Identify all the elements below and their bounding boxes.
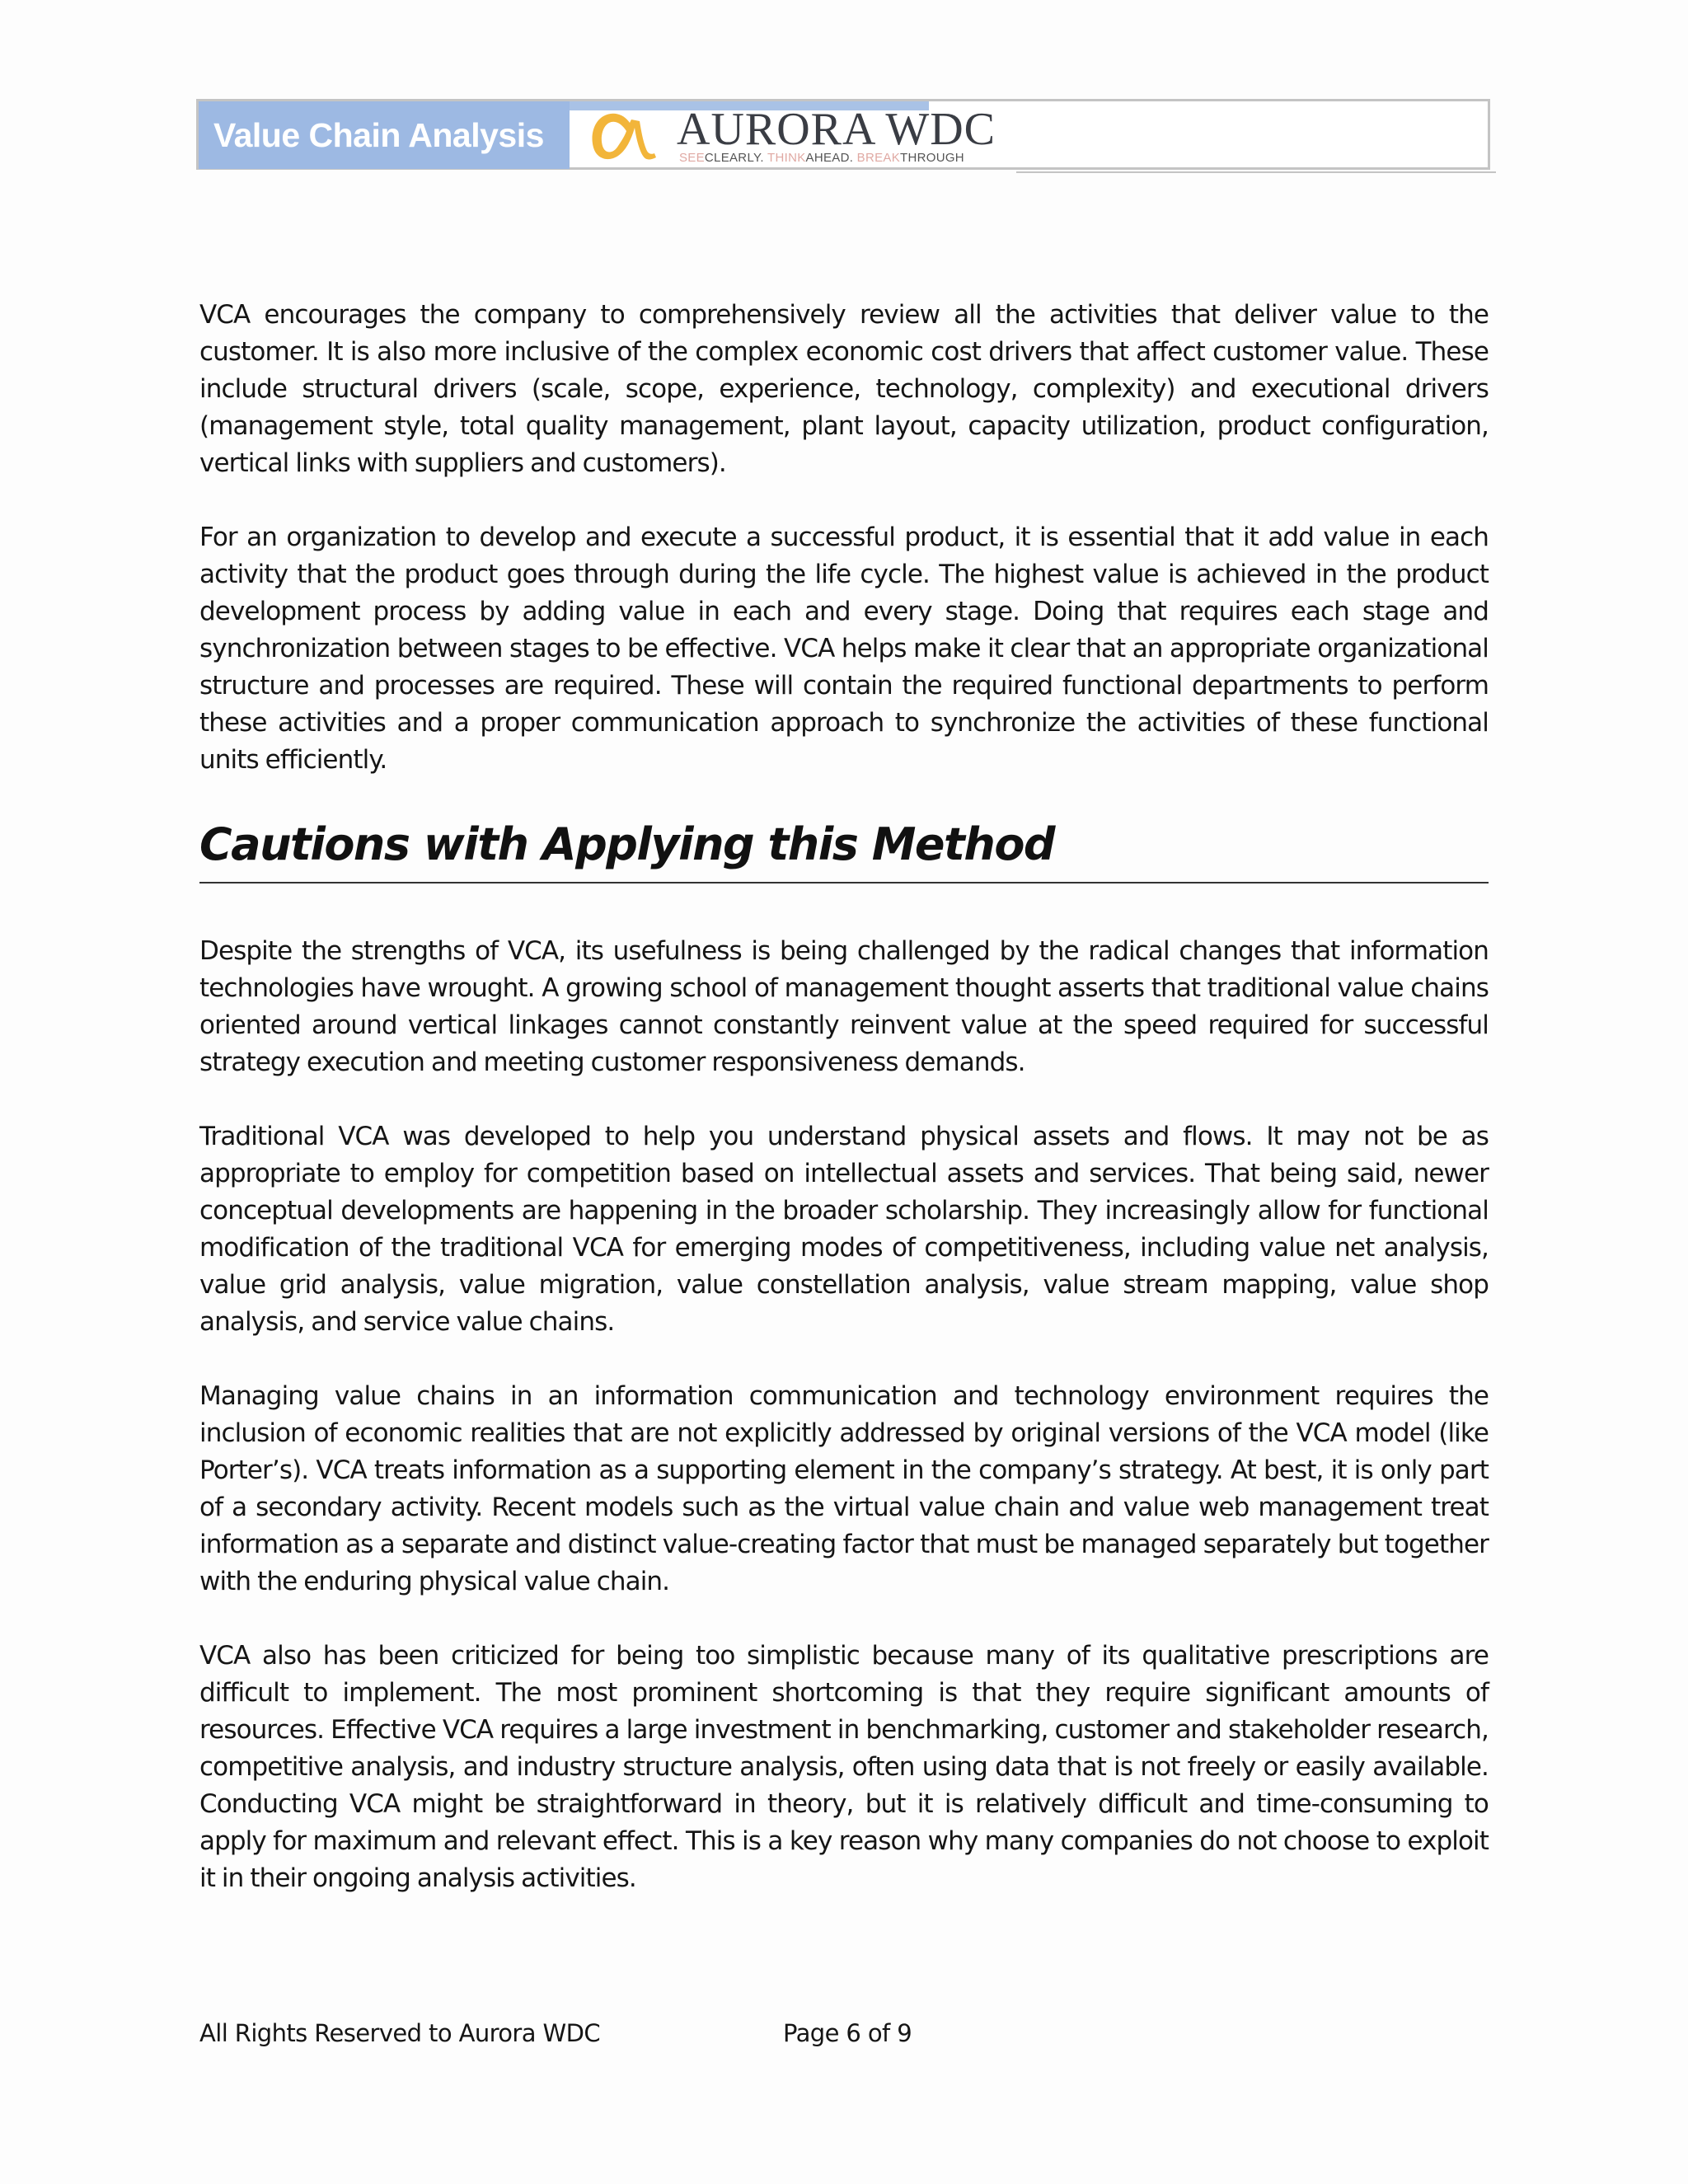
- body-paragraph: Traditional VCA was developed to help you understand physical assets and flows. It may not be as appropriate to employ for competition based on intellectual assets and services. That being said, newer conceptual developments are happening in the broader scholarship. They increasingly allow for functional modification of the traditional VCA for emerging modes of competitiveness, including value net analysis, value grid analysis, value migration, value constellation analysis, value stream mapping, value shop analysis, and service value chains.: [199, 1122, 1489, 1337]
- footer-rights: All Rights Reserved to Aurora WDC: [199, 2019, 601, 2047]
- document-body: [199, 297, 1489, 1897]
- header-divider-line: [1016, 171, 1496, 173]
- body-paragraph: Despite the strengths of VCA, its usefulness is being challenged by the radical changes that information technologies have wrought. A growing school of management thought asserts that traditional value chains oriented around vertical linkages cannot constantly reinvent value at the speed required for successful strategy execution and meeting customer responsiveness demands.: [199, 936, 1489, 1077]
- body-paragraph: VCA encourages the company to comprehensively review all the activities that deliver value to the customer. It is also more inclusive of the complex economic cost drivers that affect customer value. These include structural drivers (scale, scope, experience, technology, complexity) and executional drivers (management style, total quality management, plant layout, capacity utilization, product configuration, vertical links with suppliers and customers).: [199, 300, 1489, 478]
- body-paragraph: Managing value chains in an information communication and technology environment requires the inclusion of economic realities that are not explicitly addressed by original versions of the VCA model (like Porter’s). VCA treats information as a supporting element in the company’s strategy. At best, it is only part of a secondary activity. Recent models such as the virtual value chain and value web management treat information as a separate and distinct value-creating factor that must be managed separately but together with the enduring physical value chain.: [199, 1381, 1489, 1596]
- tagline-segment: THINK: [767, 151, 806, 165]
- section-heading: Cautions with Applying this Method: [199, 816, 1489, 883]
- tagline-segment: AHEAD.: [805, 151, 857, 165]
- body-paragraph: VCA also has been criticized for being too simplistic because many of its qualitative prescriptions are difficult to implement. The most prominent shortcoming is that they require significant amounts of resources. Effective VCA requires a large investment in benchmarking, customer and stakeholder research, competitive analysis, and industry structure analysis, often using data that is not freely or easily available. Conducting VCA might be straightforward in theory, but it is relatively difficult and time-consuming to apply for maximum and relevant effect. This is a key reason why many companies do not choose to exploit it in their ongoing analysis activities.: [199, 1641, 1489, 1893]
- body-paragraph: For an organization to develop and execute a successful product, it is essential that it add value in each activity that the product goes through during the life cycle. The highest value is achieved in the product development process by adding value in each and every stage. Doing that requires each stage and synchronization between stages to be effective. VCA helps make it clear that an appropriate organizational structure and processes are required. These will contain the required functional departments to perform these activities and a proper communication approach to synchronize the activities of these functional units efficiently.: [199, 523, 1489, 775]
- document-title: Value Chain Analysis: [213, 115, 544, 154]
- page-header: [196, 99, 1490, 170]
- page-number: Page 6 of 9: [783, 2019, 912, 2047]
- brand-tagline: [679, 151, 964, 165]
- tagline-segment: BREAK: [856, 151, 900, 165]
- brand-name: AURORA WDC: [677, 104, 996, 155]
- tagline-segment: THROUGH: [900, 151, 964, 165]
- tagline-segment: SEE: [679, 151, 705, 165]
- alpha-logo-icon: [582, 103, 661, 167]
- document-title-tag: [199, 101, 570, 169]
- tagline-segment: CLEARLY.: [704, 151, 768, 165]
